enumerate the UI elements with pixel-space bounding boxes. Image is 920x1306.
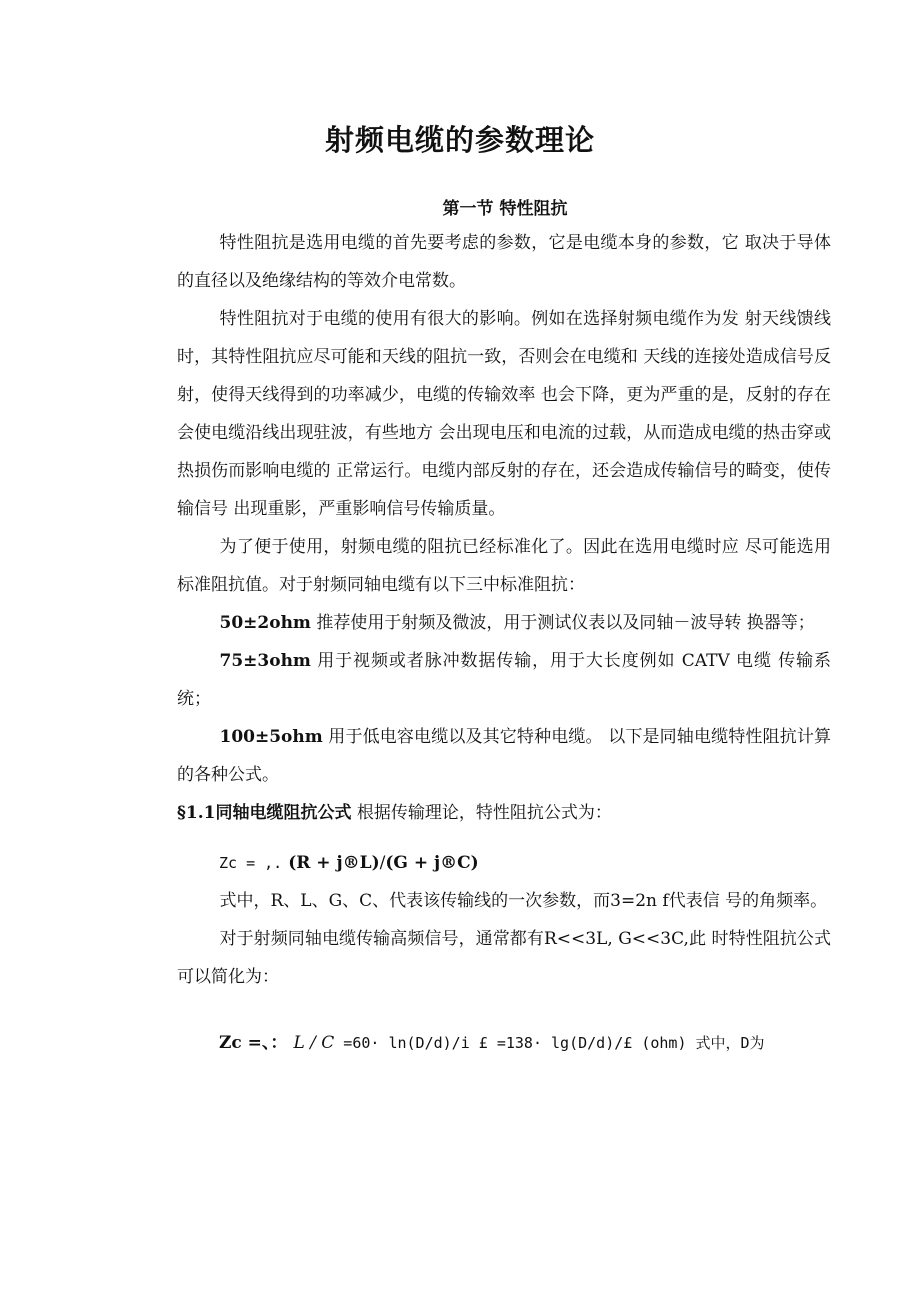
paragraph-intro: 特性阻抗是选用电缆的首先要考虑的参数，它是电缆本身的参数，它 取决于导体的直径以及绝缘结构的等效介电常数。: [177, 233, 831, 291]
section-heading: 第一节 特性阻抗: [442, 199, 568, 219]
document-title: 射频电缆的参数理论: [324, 123, 595, 157]
paragraph-formula-intro: [177, 794, 831, 832]
impedance-desc-75: 用于视频或者脉冲数据传输，用于大长度例如 CATV 电缆 传输系统；: [177, 651, 831, 709]
formula1-numerator: (R + j®L): [288, 853, 380, 873]
paragraph-standardization: 为了便于使用，射频电缆的阻抗已经标准化了。因此在选用电缆时应 尽可能选用标准阻抗值。对于射频同轴电缆有以下三中标准阻抗：: [177, 537, 831, 595]
formula1-denominator: (G + j®C): [385, 853, 479, 873]
subsection-heading: §1.1同轴电缆阻抗公式: [177, 803, 352, 823]
impedance-value-75: 75±3ohm: [219, 651, 311, 671]
paragraph-50ohm: [177, 604, 831, 642]
formula2-rest: =60· ln(D/d)/i £ =138· lg(D/d)/£ (ohm) 式中，D为: [334, 1034, 765, 1052]
subsection-text: 根据传输理论，特性阻抗公式为：: [351, 803, 612, 823]
paragraph-simplification: 对于射频同轴电缆传输高频信号，通常都有R<<3L, G<<3C,此 时特性阻抗公式可以简化为：: [177, 929, 831, 987]
impedance-value-100: 100±5ohm: [219, 727, 323, 747]
paragraph-parameters: 式中，R、L、G、C、代表该传输线的一次参数，而3=2n f代表信 号的角频率。: [219, 891, 828, 911]
formula-general: [177, 844, 831, 882]
formula1-divider: /: [379, 853, 386, 873]
formula1-prefix: Zc = ,.: [219, 854, 283, 872]
paragraph-100ohm: [177, 718, 831, 794]
paragraph-impact: 特性阻抗对于电缆的使用有很大的影响。例如在选择射频电缆作为发 射天线馈线时，其特性阻抗应尽可能和天线的阻抗一致，否则会在电缆和 天线的连接处造成信号反射，使得天线得到的功率减少，电缆的传输效率 也会下降，更为严重的是，反射的存在会使电缆沿线出现驻波，有些地方 会出现电压和电流的过载，从而造成电缆的热击穿或热损伤而影响电缆的 正常运行。电缆内部反射的存在，还会造成传输信号的畸变，使传输信号 出现重影，严重影响信号传输质量。: [177, 309, 831, 519]
document-body: [177, 224, 831, 1062]
paragraph-75ohm: [177, 642, 831, 718]
impedance-desc-50: 推荐使用于射频及微波，用于测试仪表以及同轴－波导转 换器等；: [310, 613, 815, 633]
formula2-ratio: L / C: [293, 1033, 335, 1053]
impedance-value-50: 50±2ohm: [219, 613, 311, 633]
formula2-prefix: Zc =、：: [219, 1033, 288, 1053]
formula-simplified: [177, 1024, 831, 1062]
impedance-desc-100: 用于低电容电缆以及其它特种电缆。 以下是同轴电缆特性阻抗计算的各种公式。: [177, 727, 831, 785]
